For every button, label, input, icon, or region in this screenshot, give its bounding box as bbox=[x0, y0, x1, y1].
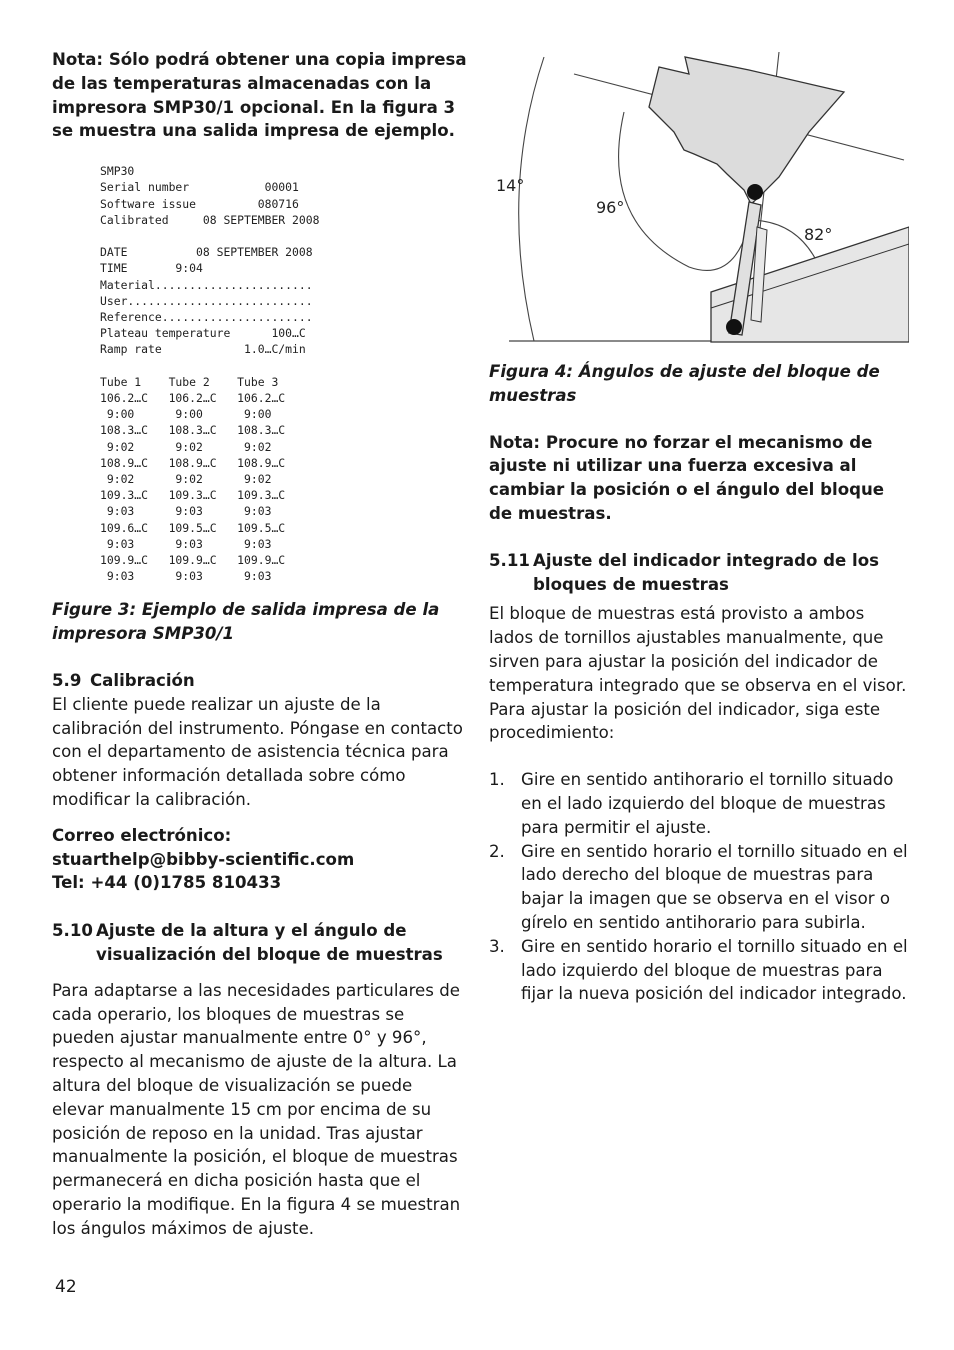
printout-line bbox=[100, 358, 468, 374]
lower-pivot bbox=[726, 319, 742, 335]
figure-4-diagram bbox=[489, 52, 909, 344]
upper-pivot bbox=[747, 184, 763, 200]
section-5-10-body: Para adaptarse a las necesidades particulares de cada operario, los bloques de muestras se pueden ajustar manualmente entre 0° y 96°, respecto al mecanismo de ajuste de la altura. La altura del bloque de visualización se puede elevar manualmente 15 cm por encima de su posición de reposo en la unidad. Tras ajustar manualmente la posición, el bloque de muestras permanecerá en dicha posición hasta que el operario la modifique. En la figura 4 se muestran los ángulos máximos de ajuste. bbox=[52, 980, 461, 1238]
printout-line bbox=[100, 228, 468, 244]
section-5-9-body: El cliente puede realizar un ajuste de la calibración del instrumento. Póngase en contacto con el departamento de asistencia técnica para obtener información detallada sobre cómo modificar la calibración. bbox=[52, 694, 463, 810]
angle-14-label: 14° bbox=[496, 176, 525, 195]
printout-line: 108.9…C 108.9…C 108.9…C bbox=[100, 455, 286, 470]
list-item bbox=[489, 840, 909, 935]
printout-line: 9:03 9:03 9:03 bbox=[100, 536, 272, 551]
printout-sample bbox=[100, 163, 468, 584]
printout-line: TIME 9:04 bbox=[100, 261, 203, 276]
printout-line: 106.2…C 106.2…C 106.2…C bbox=[100, 391, 286, 406]
printout-line: Ramp rate 1.0…C/min bbox=[100, 342, 306, 357]
list-item bbox=[489, 768, 909, 839]
note-printer: Nota: Sólo podrá obtener una copia impresa de las temperaturas almacenadas con la impresora SMP30/1 opcional. En la figura 3 se muestra una salida impresa de ejemplo. bbox=[52, 50, 467, 141]
printout-line: 9:03 9:03 9:03 bbox=[100, 504, 272, 519]
printout-line: 9:02 9:02 9:02 bbox=[100, 472, 272, 487]
step-text: Gire en sentido antihorario el tornillo situado en el lado izquierdo del bloque de muestras para permitir el ajuste. bbox=[521, 770, 894, 837]
section-5-10-heading bbox=[52, 919, 468, 967]
printout-line: 9:00 9:00 9:00 bbox=[100, 407, 272, 422]
angle-82-label: 82° bbox=[804, 225, 833, 244]
printout-line: 109.3…C 109.3…C 109.3…C bbox=[100, 488, 286, 503]
printout-line: 109.9…C 109.9…C 109.9…C bbox=[100, 553, 286, 568]
section-title: Ajuste de la altura y el ángulo de visualización del bloque de muestras bbox=[96, 921, 443, 965]
printout-line: Serial number 00001 bbox=[100, 180, 299, 195]
angle-96-label: 96° bbox=[596, 198, 625, 217]
contact-block bbox=[52, 824, 468, 895]
figure-3-caption: Figure 3: Ejemplo de salida impresa de la impresora SMP30/1 bbox=[52, 600, 440, 644]
printout-line: 108.3…C 108.3…C 108.3…C bbox=[100, 423, 286, 438]
section-5-9-heading bbox=[52, 669, 468, 693]
printout-line: Plateau temperature 100…C bbox=[100, 326, 306, 341]
step-number: 2. bbox=[489, 841, 505, 861]
step-text: Gire en sentido horario el tornillo situado en el lado derecho del bloque de muestras para bajar la imagen que se observa en el visor o gírelo en sentido antihorario para subirla. bbox=[521, 841, 908, 932]
section-number: 5.10 bbox=[52, 921, 93, 941]
printout-line: User........................... bbox=[100, 293, 313, 308]
telephone: Tel: +44 (0)1785 810433 bbox=[52, 873, 282, 893]
note-force: Nota: Procure no forzar el mecanismo de ajuste ni utilizar una fuerza excesiva al cambiar la posición o el ángulo del bloque de muestras. bbox=[489, 432, 885, 523]
arc-14 bbox=[519, 57, 544, 341]
section-title: Calibración bbox=[90, 671, 195, 691]
printout-line: DATE 08 SEPTEMBER 2008 bbox=[100, 245, 313, 260]
list-item bbox=[489, 935, 909, 1006]
section-5-11-heading bbox=[489, 549, 909, 597]
printout-line: Tube 1 Tube 2 Tube 3 bbox=[100, 374, 279, 389]
left-column bbox=[52, 48, 468, 1241]
section-5-11-body: El bloque de muestras está provisto a ambos lados de tornillos ajustables manualmente, que sirven para ajustar la posición del indicador de temperatura integrado que se observa en el visor. Para ajustar la posición del indicador, siga este procedimiento: bbox=[489, 604, 907, 743]
section-number: 5.11 bbox=[489, 550, 530, 570]
printout-line: Material....................... bbox=[100, 277, 313, 292]
printout-line: 109.6…C 109.5…C 109.5…C bbox=[100, 520, 286, 535]
sample-block bbox=[649, 57, 844, 204]
printout-line: Reference...................... bbox=[100, 310, 313, 325]
page-number: 42 bbox=[55, 1277, 77, 1297]
step-number: 3. bbox=[489, 936, 505, 956]
section-title: Ajuste del indicador integrado de los bloques de muestras bbox=[533, 550, 879, 594]
steps-list bbox=[489, 768, 909, 1006]
printout-line: 9:03 9:03 9:03 bbox=[100, 569, 272, 584]
section-number: 5.9 bbox=[52, 671, 82, 691]
printout-line: Software issue 080716 bbox=[100, 196, 299, 211]
printout-line: 9:02 9:02 9:02 bbox=[100, 439, 272, 454]
printout-line: SMP30 bbox=[100, 164, 135, 179]
email-link[interactable]: stuarthelp@bibby-scientific.com bbox=[52, 849, 355, 869]
right-column bbox=[489, 360, 909, 1006]
step-number: 1. bbox=[489, 770, 505, 790]
step-text: Gire en sentido horario el tornillo situado en el lado izquierdo del bloque de muestras para fijar la nueva posición del indicador integrado. bbox=[521, 936, 908, 1004]
figure-4-caption: Figura 4: Ángulos de ajuste del bloque de muestras bbox=[489, 362, 880, 405]
printout-line: Calibrated 08 SEPTEMBER 2008 bbox=[100, 212, 320, 227]
email-label: Correo electrónico: bbox=[52, 825, 232, 845]
